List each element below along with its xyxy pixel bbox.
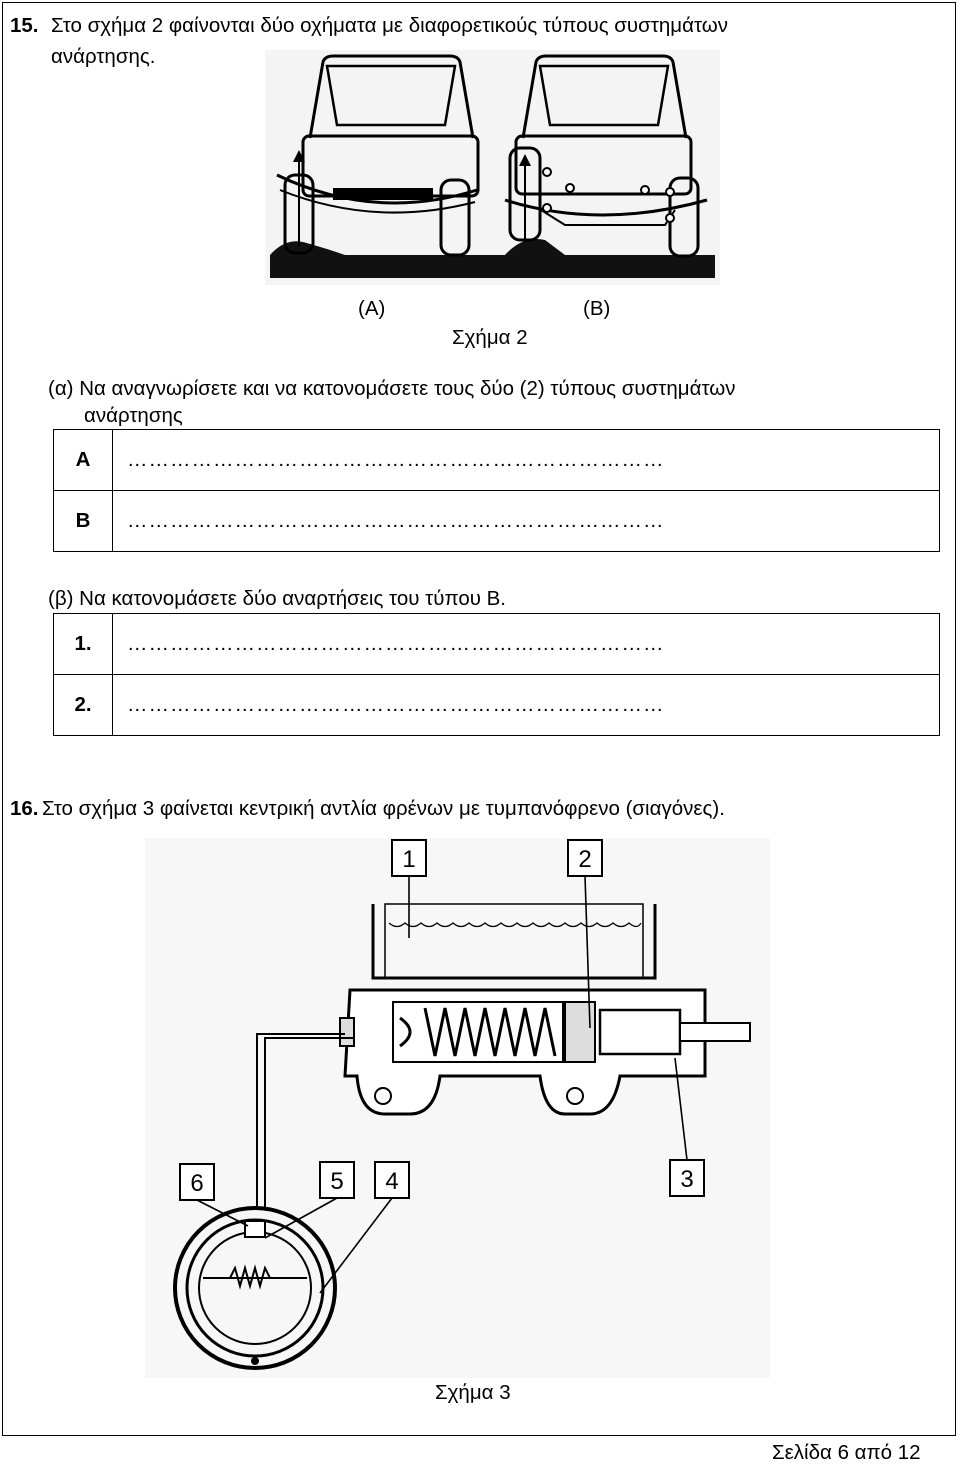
part-a-text-cont: ανάρτησης	[84, 404, 183, 427]
question-16-text: Στο σχήμα 3 φαίνεται κεντρική αντλία φρένων με τυμπανόφρενο (σιαγόνες).	[42, 797, 725, 820]
callout-3: 3	[680, 1166, 694, 1193]
table-row	[54, 675, 940, 736]
question-15-text: Στο σχήμα 2 φαίνονται δύο οχήματα με διαφορετικούς τύπους συστημάτων	[51, 14, 729, 37]
question-16-number: 16.	[10, 797, 39, 820]
callout-2: 2	[578, 846, 592, 873]
row-label: Α	[54, 430, 113, 491]
answer-table-a	[53, 429, 940, 552]
callout-6: 6	[190, 1170, 204, 1197]
figure-2-caption: Σχήμα 2	[452, 326, 528, 349]
callout-1: 1	[402, 846, 416, 873]
callout-4: 4	[385, 1168, 399, 1195]
row-label: 2.	[54, 675, 113, 736]
page-number: Σελίδα 6 από 12	[772, 1441, 921, 1464]
figure-3-brake-system	[145, 838, 770, 1378]
question-15-text-cont: ανάρτησης.	[51, 45, 156, 68]
part-a-text: (α) Να αναγνωρίσετε και να κατονομάσετε τους δύο (2) τύπους συστημάτων	[48, 377, 736, 400]
answer-line[interactable]: …………………………………………………………………	[113, 430, 940, 491]
answer-line[interactable]: …………………………………………………………………	[113, 614, 940, 675]
figure-2-cars	[265, 50, 720, 285]
figure-2-label-a: (Α)	[358, 297, 386, 320]
table-row	[54, 614, 940, 675]
answer-table-b	[53, 613, 940, 736]
figure-3-caption: Σχήμα 3	[435, 1381, 511, 1404]
part-b-text: (β) Να κατονομάσετε δύο αναρτήσεις του τύπου Β.	[48, 587, 507, 610]
table-row	[54, 430, 940, 491]
answer-line[interactable]: …………………………………………………………………	[113, 491, 940, 552]
row-label: 1.	[54, 614, 113, 675]
question-15-number: 15.	[10, 14, 39, 37]
answer-line[interactable]: …………………………………………………………………	[113, 675, 940, 736]
callout-5: 5	[330, 1168, 344, 1195]
figure-2-label-b: (Β)	[583, 297, 611, 320]
table-row	[54, 491, 940, 552]
row-label: Β	[54, 491, 113, 552]
